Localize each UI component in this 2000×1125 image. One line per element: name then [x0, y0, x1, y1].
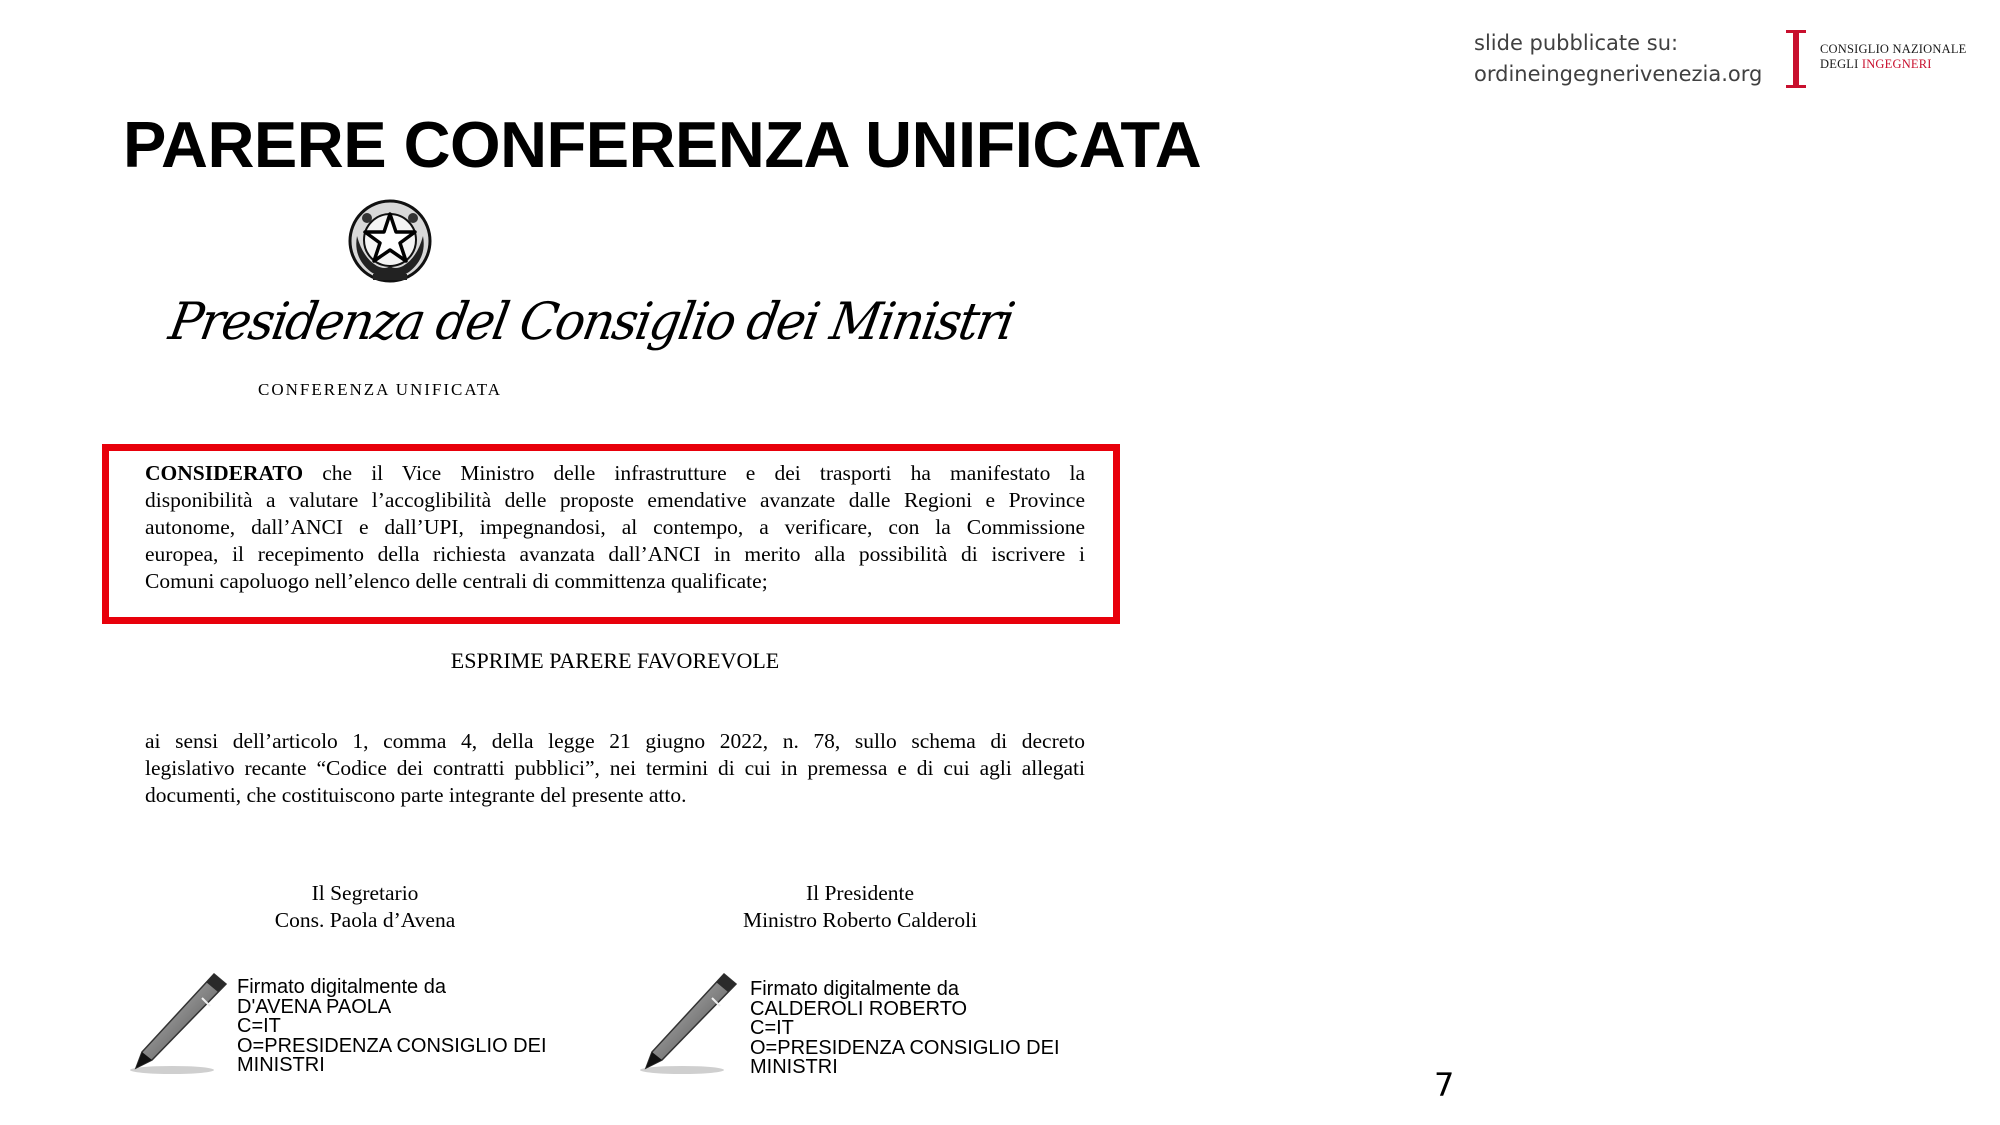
- source-label: slide pubblicate su:: [1474, 31, 1679, 55]
- legal-basis-line: legislativo recante “Codice dei contratti pubblici”, nei termini di cui in premessa e di cui agli allegati: [145, 756, 1085, 780]
- legal-basis-paragraph: [145, 728, 1085, 809]
- signature-line: MINISTRI: [237, 1054, 325, 1076]
- considerato-paragraph: [145, 460, 1085, 595]
- signature-line: D'AVENA PAOLA: [237, 995, 392, 1018]
- signature-line: Firmato digitalmente da: [750, 978, 959, 1000]
- slide-title: PARERE CONFERENZA UNIFICATA: [123, 108, 1202, 181]
- italian-republic-emblem-icon: [345, 196, 435, 286]
- signature-line: CALDEROLI ROBERTO: [750, 997, 968, 1020]
- logo-line-2: DEGLI INGEGNERI: [1820, 57, 1932, 71]
- conference-heading: CONFERENZA UNIFICATA: [258, 380, 503, 399]
- legal-basis-line: ai sensi dell’articolo 1, comma 4, della legge 21 giugno 2022, n. 78, sullo schema di decreto: [145, 729, 1085, 753]
- legal-basis-line: documenti, che costituiscono parte integrante del presente atto.: [145, 783, 687, 807]
- considerato-line: europea, il recepimento della richiesta avanzata dall’ANCI in merito alla possibilità di iscrivere i: [145, 542, 1085, 566]
- digital-signature-secretary: [237, 978, 547, 1076]
- considerato-line: Comuni capoluogo nell’elenco delle centrali di committenza qualificate;: [145, 569, 768, 593]
- opinion-heading: ESPRIME PARERE FAVOREVOLE: [450, 648, 780, 673]
- logo-mark-icon: [1786, 30, 1806, 88]
- logo-text: [1820, 42, 1967, 72]
- considerato-line: CONSIDERATO che il Vice Ministro delle infrastrutture e dei trasporti ha manifestato la: [145, 461, 1085, 485]
- considerato-line: autonome, dall’ANCI e dall’UPI, impegnandosi, al contempo, a verificare, con la Commissione: [145, 515, 1085, 539]
- signature-line: C=IT: [237, 1015, 281, 1037]
- source-site: ordineingegnerivenezia.org: [1474, 62, 1763, 86]
- cni-logo: [1786, 30, 1986, 90]
- signatory-role: Il Presidente: [805, 881, 915, 905]
- considerato-keyword: CONSIDERATO: [145, 461, 304, 485]
- page-number: 7: [1434, 1066, 1455, 1104]
- pen-icon: [632, 968, 747, 1078]
- signature-line: O=PRESIDENZA CONSIGLIO DEI: [237, 1034, 547, 1057]
- signature-line: Firmato digitalmente da: [237, 976, 446, 998]
- signature-line: O=PRESIDENZA CONSIGLIO DEI: [750, 1036, 1060, 1059]
- logo-accent: INGEGNERI: [1861, 57, 1932, 71]
- signatory-president: [700, 880, 1020, 934]
- signatory-name: Cons. Paola d’Avena: [274, 908, 456, 932]
- presidency-signature: Presidenza del Consiglio dei Ministri: [164, 291, 1018, 352]
- considerato-line: disponibilità a valutare l’accoglibilità delle proposte emendative avanzate dalle Regioni e Province: [145, 488, 1085, 512]
- logo-line-1: CONSIGLIO NAZIONALE: [1820, 42, 1967, 56]
- signature-line: MINISTRI: [750, 1056, 838, 1078]
- signatory-secretary: [215, 880, 515, 934]
- signatory-role: Il Segretario: [311, 881, 419, 905]
- signature-line: C=IT: [750, 1017, 794, 1039]
- pen-icon: [122, 968, 237, 1078]
- signatory-name: Ministro Roberto Calderoli: [742, 908, 978, 932]
- digital-signature-president: [750, 980, 1060, 1078]
- source-note: [1474, 28, 1762, 90]
